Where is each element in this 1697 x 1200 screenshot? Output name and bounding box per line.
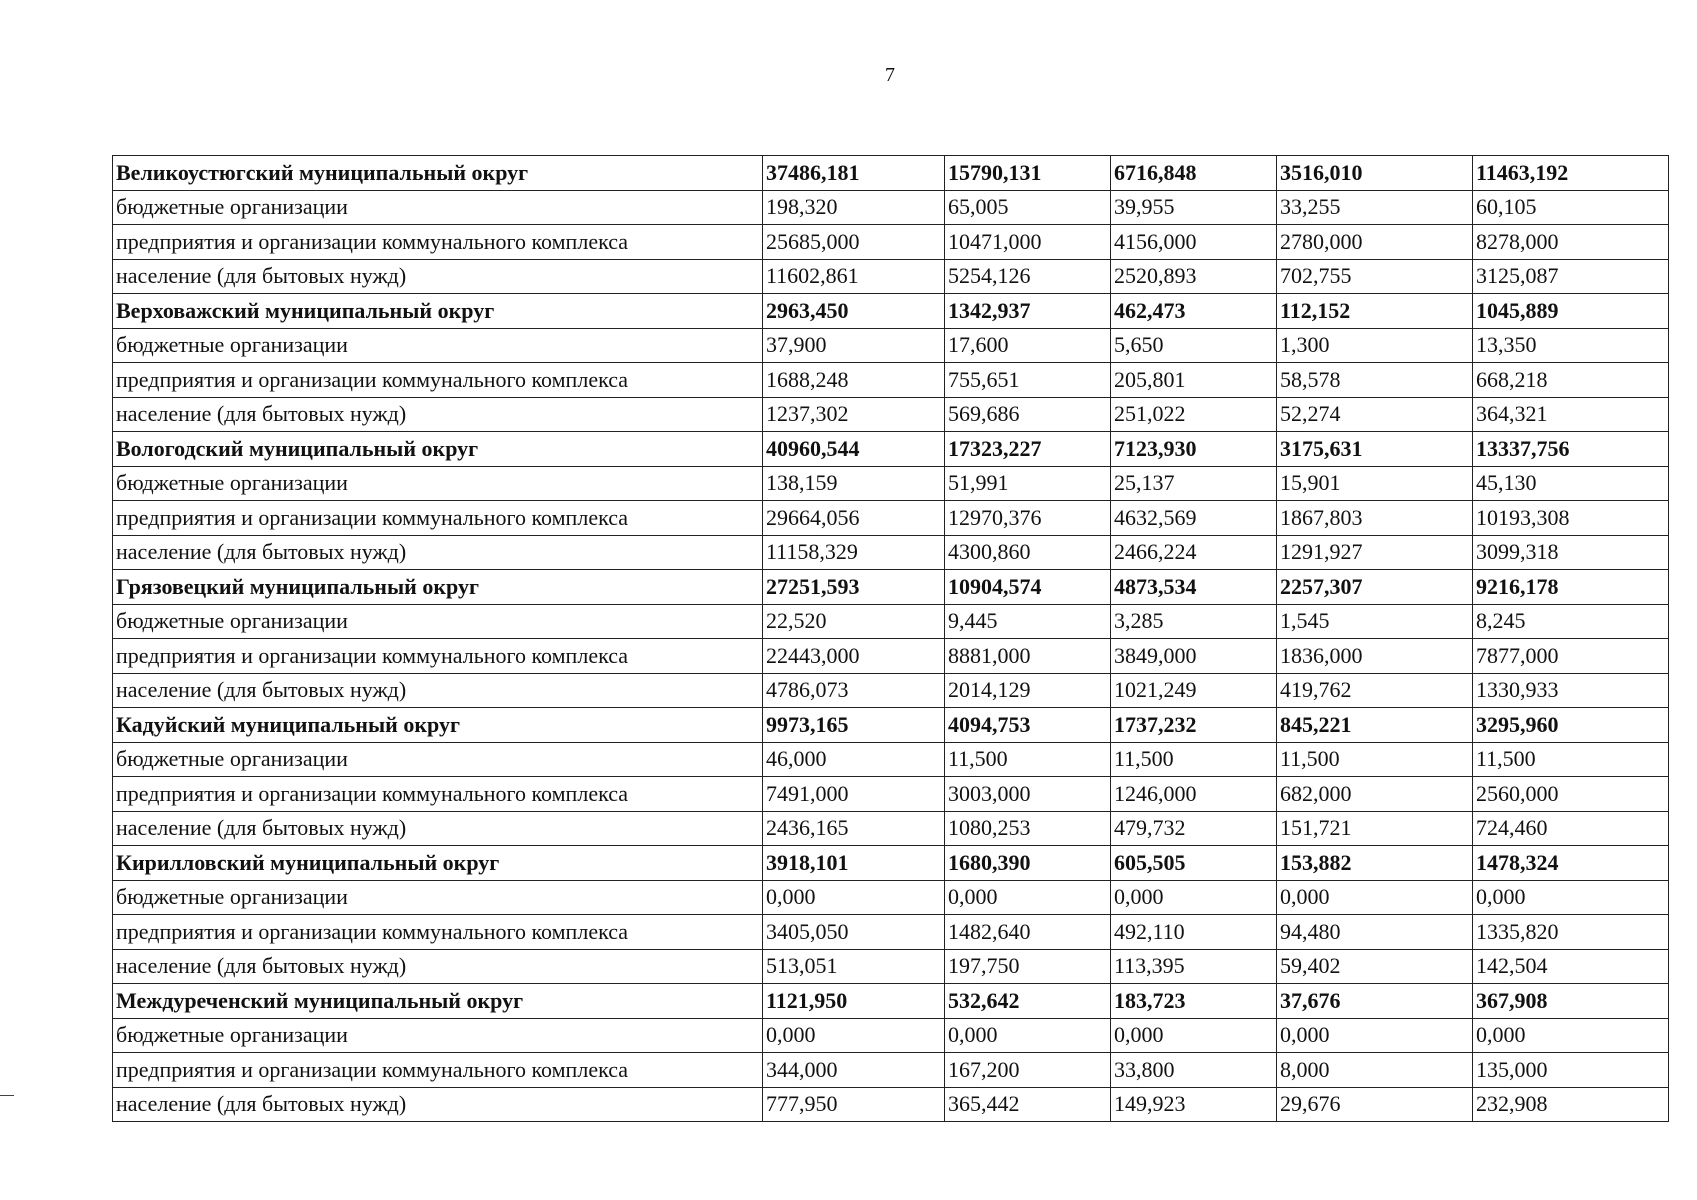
value-cell: 22443,000 — [763, 639, 945, 674]
value-cell: 5254,126 — [945, 259, 1111, 294]
row-label-cell: население (для бытовых нужд) — [113, 949, 763, 984]
value-cell: 135,000 — [1473, 1053, 1669, 1088]
value-cell: 27251,593 — [763, 570, 945, 605]
row-label-cell: бюджетные организации — [113, 466, 763, 501]
consumption-table — [112, 155, 1669, 1122]
value-cell: 58,578 — [1277, 363, 1473, 398]
table-row — [113, 190, 1669, 225]
value-cell: 1342,937 — [945, 294, 1111, 329]
value-cell: 2780,000 — [1277, 225, 1473, 260]
value-cell: 33,800 — [1111, 1053, 1277, 1088]
value-cell: 4632,569 — [1111, 501, 1277, 536]
value-cell: 9973,165 — [763, 708, 945, 743]
value-cell: 37486,181 — [763, 156, 945, 191]
row-label-cell: бюджетные организации — [113, 328, 763, 363]
value-cell: 3003,000 — [945, 777, 1111, 812]
table-row — [113, 1087, 1669, 1122]
value-cell: 1121,950 — [763, 984, 945, 1019]
value-cell: 365,442 — [945, 1087, 1111, 1122]
value-cell: 7877,000 — [1473, 639, 1669, 674]
row-label-cell: население (для бытовых нужд) — [113, 397, 763, 432]
value-cell: 7491,000 — [763, 777, 945, 812]
row-label-cell: бюджетные организации — [113, 604, 763, 639]
value-cell: 37,676 — [1277, 984, 1473, 1019]
value-cell: 0,000 — [1277, 880, 1473, 915]
table-row — [113, 742, 1669, 777]
value-cell: 419,762 — [1277, 673, 1473, 708]
value-cell: 0,000 — [945, 880, 1111, 915]
row-label-cell: население (для бытовых нужд) — [113, 535, 763, 570]
value-cell: 367,908 — [1473, 984, 1669, 1019]
value-cell: 4873,534 — [1111, 570, 1277, 605]
value-cell: 15,901 — [1277, 466, 1473, 501]
value-cell: 11158,329 — [763, 535, 945, 570]
table-row — [113, 639, 1669, 674]
table-row — [113, 363, 1669, 398]
value-cell: 605,505 — [1111, 846, 1277, 881]
table-row — [113, 259, 1669, 294]
row-label-cell: предприятия и организации коммунального комплекса — [113, 225, 763, 260]
value-cell: 167,200 — [945, 1053, 1111, 1088]
value-cell: 39,955 — [1111, 190, 1277, 225]
value-cell: 9,445 — [945, 604, 1111, 639]
value-cell: 755,651 — [945, 363, 1111, 398]
value-cell: 232,908 — [1473, 1087, 1669, 1122]
value-cell: 1335,820 — [1473, 915, 1669, 950]
table-row — [113, 225, 1669, 260]
value-cell: 1246,000 — [1111, 777, 1277, 812]
value-cell: 4786,073 — [763, 673, 945, 708]
value-cell: 11,500 — [1111, 742, 1277, 777]
value-cell: 46,000 — [763, 742, 945, 777]
row-label-cell: население (для бытовых нужд) — [113, 673, 763, 708]
value-cell: 344,000 — [763, 1053, 945, 1088]
value-cell: 1045,889 — [1473, 294, 1669, 329]
value-cell: 479,732 — [1111, 811, 1277, 846]
value-cell: 1688,248 — [763, 363, 945, 398]
table-row — [113, 811, 1669, 846]
value-cell: 205,801 — [1111, 363, 1277, 398]
value-cell: 569,686 — [945, 397, 1111, 432]
value-cell: 3295,960 — [1473, 708, 1669, 743]
value-cell: 3099,318 — [1473, 535, 1669, 570]
value-cell: 251,022 — [1111, 397, 1277, 432]
value-cell: 777,950 — [763, 1087, 945, 1122]
value-cell: 1237,302 — [763, 397, 945, 432]
row-label-cell: предприятия и организации коммунального комплекса — [113, 363, 763, 398]
value-cell: 10471,000 — [945, 225, 1111, 260]
value-cell: 37,900 — [763, 328, 945, 363]
district-row — [113, 294, 1669, 329]
value-cell: 845,221 — [1277, 708, 1473, 743]
row-label-cell: Кирилловский муниципальный округ — [113, 846, 763, 881]
value-cell: 5,650 — [1111, 328, 1277, 363]
value-cell: 1080,253 — [945, 811, 1111, 846]
value-cell: 492,110 — [1111, 915, 1277, 950]
row-label-cell: бюджетные организации — [113, 190, 763, 225]
row-label-cell: предприятия и организации коммунального комплекса — [113, 915, 763, 950]
value-cell: 3516,010 — [1277, 156, 1473, 191]
value-cell: 2963,450 — [763, 294, 945, 329]
value-cell: 0,000 — [1111, 1018, 1277, 1053]
value-cell: 1291,927 — [1277, 535, 1473, 570]
row-label-cell: Междуреченский муниципальный округ — [113, 984, 763, 1019]
value-cell: 1482,640 — [945, 915, 1111, 950]
district-row — [113, 432, 1669, 467]
value-cell: 22,520 — [763, 604, 945, 639]
value-cell: 532,642 — [945, 984, 1111, 1019]
row-label-cell: Грязовецкий муниципальный округ — [113, 570, 763, 605]
value-cell: 9216,178 — [1473, 570, 1669, 605]
value-cell: 1836,000 — [1277, 639, 1473, 674]
value-cell: 1,545 — [1277, 604, 1473, 639]
value-cell: 65,005 — [945, 190, 1111, 225]
value-cell: 29,676 — [1277, 1087, 1473, 1122]
value-cell: 10904,574 — [945, 570, 1111, 605]
row-label-cell: бюджетные организации — [113, 1018, 763, 1053]
table-row — [113, 466, 1669, 501]
value-cell: 1680,390 — [945, 846, 1111, 881]
district-row — [113, 984, 1669, 1019]
district-row — [113, 708, 1669, 743]
value-cell: 138,159 — [763, 466, 945, 501]
value-cell: 1737,232 — [1111, 708, 1277, 743]
value-cell: 33,255 — [1277, 190, 1473, 225]
value-cell: 8,000 — [1277, 1053, 1473, 1088]
table-row — [113, 673, 1669, 708]
value-cell: 0,000 — [763, 1018, 945, 1053]
value-cell: 3405,050 — [763, 915, 945, 950]
value-cell: 1330,933 — [1473, 673, 1669, 708]
value-cell: 682,000 — [1277, 777, 1473, 812]
value-cell: 0,000 — [1473, 1018, 1669, 1053]
table-row — [113, 1018, 1669, 1053]
value-cell: 1021,249 — [1111, 673, 1277, 708]
table-row — [113, 949, 1669, 984]
value-cell: 2466,224 — [1111, 535, 1277, 570]
value-cell: 513,051 — [763, 949, 945, 984]
value-cell: 11,500 — [1277, 742, 1473, 777]
table-row — [113, 777, 1669, 812]
table-row — [113, 604, 1669, 639]
value-cell: 3849,000 — [1111, 639, 1277, 674]
value-cell: 8881,000 — [945, 639, 1111, 674]
value-cell: 15790,131 — [945, 156, 1111, 191]
value-cell: 2257,307 — [1277, 570, 1473, 605]
value-cell: 183,723 — [1111, 984, 1277, 1019]
row-label-cell: Кадуйский муниципальный округ — [113, 708, 763, 743]
value-cell: 25,137 — [1111, 466, 1277, 501]
value-cell: 668,218 — [1473, 363, 1669, 398]
value-cell: 142,504 — [1473, 949, 1669, 984]
value-cell: 0,000 — [1473, 880, 1669, 915]
value-cell: 4300,860 — [945, 535, 1111, 570]
row-label-cell: Великоустюгский муниципальный округ — [113, 156, 763, 191]
row-label-cell: Верховажский муниципальный округ — [113, 294, 763, 329]
value-cell: 45,130 — [1473, 466, 1669, 501]
value-cell: 3125,087 — [1473, 259, 1669, 294]
value-cell: 11602,861 — [763, 259, 945, 294]
value-cell: 13337,756 — [1473, 432, 1669, 467]
value-cell: 29664,056 — [763, 501, 945, 536]
row-label-cell: предприятия и организации коммунального комплекса — [113, 777, 763, 812]
value-cell: 1867,803 — [1277, 501, 1473, 536]
value-cell: 3918,101 — [763, 846, 945, 881]
value-cell: 4156,000 — [1111, 225, 1277, 260]
value-cell: 6716,848 — [1111, 156, 1277, 191]
value-cell: 2436,165 — [763, 811, 945, 846]
value-cell: 40960,544 — [763, 432, 945, 467]
value-cell: 94,480 — [1277, 915, 1473, 950]
value-cell: 8278,000 — [1473, 225, 1669, 260]
table-row — [113, 501, 1669, 536]
district-row — [113, 156, 1669, 191]
table-row — [113, 397, 1669, 432]
row-label-cell: предприятия и организации коммунального комплекса — [113, 639, 763, 674]
value-cell: 60,105 — [1473, 190, 1669, 225]
value-cell: 4094,753 — [945, 708, 1111, 743]
value-cell: 17323,227 — [945, 432, 1111, 467]
value-cell: 702,755 — [1277, 259, 1473, 294]
row-label-cell: бюджетные организации — [113, 880, 763, 915]
page-number: 7 — [885, 64, 895, 86]
row-label-cell: население (для бытовых нужд) — [113, 1087, 763, 1122]
value-cell: 0,000 — [1277, 1018, 1473, 1053]
value-cell: 11,500 — [945, 742, 1111, 777]
value-cell: 10193,308 — [1473, 501, 1669, 536]
value-cell: 51,991 — [945, 466, 1111, 501]
value-cell: 113,395 — [1111, 949, 1277, 984]
value-cell: 3175,631 — [1277, 432, 1473, 467]
value-cell: 11,500 — [1473, 742, 1669, 777]
margin-mark — [0, 1095, 14, 1096]
table-row — [113, 880, 1669, 915]
value-cell: 151,721 — [1277, 811, 1473, 846]
value-cell: 7123,930 — [1111, 432, 1277, 467]
value-cell: 2560,000 — [1473, 777, 1669, 812]
table-body — [113, 156, 1669, 1122]
district-row — [113, 570, 1669, 605]
row-label-cell: предприятия и организации коммунального комплекса — [113, 501, 763, 536]
value-cell: 25685,000 — [763, 225, 945, 260]
value-cell: 198,320 — [763, 190, 945, 225]
row-label-cell: население (для бытовых нужд) — [113, 259, 763, 294]
value-cell: 197,750 — [945, 949, 1111, 984]
row-label-cell: население (для бытовых нужд) — [113, 811, 763, 846]
value-cell: 17,600 — [945, 328, 1111, 363]
value-cell: 1478,324 — [1473, 846, 1669, 881]
value-cell: 112,152 — [1277, 294, 1473, 329]
value-cell: 724,460 — [1473, 811, 1669, 846]
value-cell: 8,245 — [1473, 604, 1669, 639]
value-cell: 3,285 — [1111, 604, 1277, 639]
table-row — [113, 328, 1669, 363]
value-cell: 52,274 — [1277, 397, 1473, 432]
value-cell: 1,300 — [1277, 328, 1473, 363]
value-cell: 364,321 — [1473, 397, 1669, 432]
value-cell: 0,000 — [945, 1018, 1111, 1053]
value-cell: 462,473 — [1111, 294, 1277, 329]
table-row — [113, 915, 1669, 950]
value-cell: 59,402 — [1277, 949, 1473, 984]
row-label-cell: бюджетные организации — [113, 742, 763, 777]
table-row — [113, 1053, 1669, 1088]
district-row — [113, 846, 1669, 881]
value-cell: 13,350 — [1473, 328, 1669, 363]
row-label-cell: предприятия и организации коммунального комплекса — [113, 1053, 763, 1088]
value-cell: 2520,893 — [1111, 259, 1277, 294]
row-label-cell: Вологодский муниципальный округ — [113, 432, 763, 467]
value-cell: 2014,129 — [945, 673, 1111, 708]
value-cell: 0,000 — [763, 880, 945, 915]
value-cell: 0,000 — [1111, 880, 1277, 915]
value-cell: 11463,192 — [1473, 156, 1669, 191]
value-cell: 12970,376 — [945, 501, 1111, 536]
value-cell: 149,923 — [1111, 1087, 1277, 1122]
value-cell: 153,882 — [1277, 846, 1473, 881]
table-row — [113, 535, 1669, 570]
